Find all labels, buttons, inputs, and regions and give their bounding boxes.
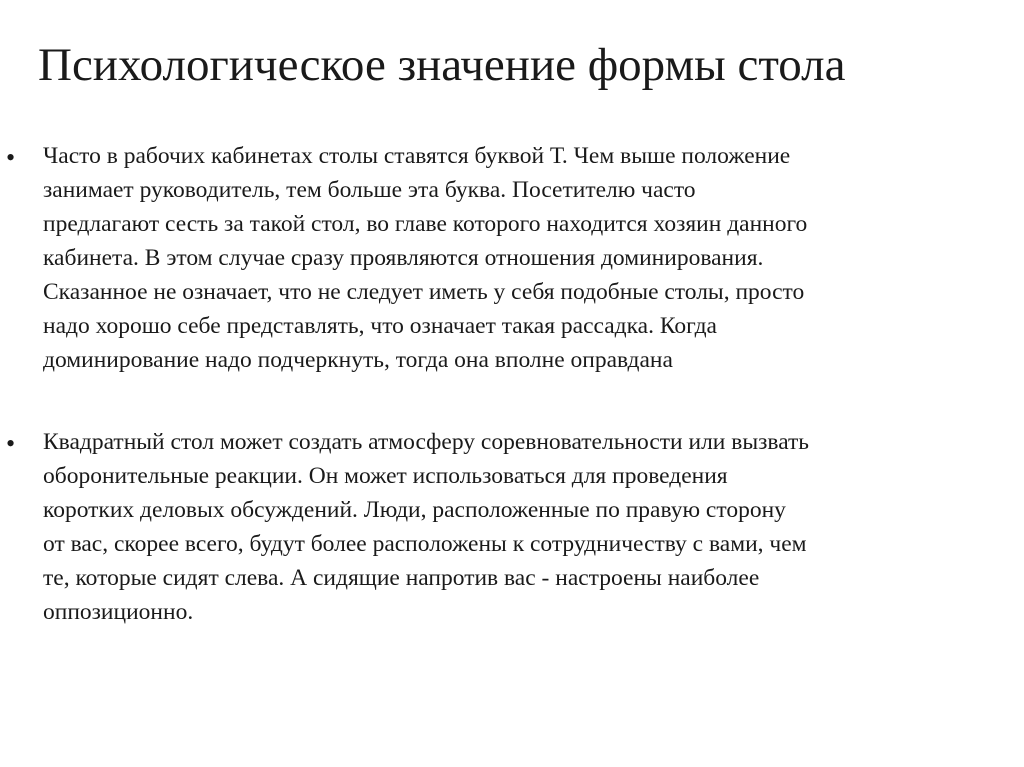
text-line: надо хорошо себе представлять, что означает такая рассадка. Когда <box>43 313 717 339</box>
text-line: Квадратный стол может создать атмосферу соревновательности или вызвать <box>43 429 810 455</box>
bullet-text-2 <box>43 425 988 629</box>
text-line: оппозиционно. <box>43 599 194 625</box>
bullet-icon: • <box>6 429 16 458</box>
text-line: те, которые сидят слева. А сидящие напротив вас - настроены наиболее <box>43 565 760 591</box>
text-line: оборонительные реакции. Он может использоваться для проведения <box>43 463 728 489</box>
text-line: предлагают сесть за такой стол, во главе которого находится хозяин данного <box>43 211 808 237</box>
text-line: кабинета. В этом случае сразу проявляются отношения доминирования. <box>43 245 764 271</box>
bullet-icon: • <box>6 143 16 172</box>
slide-title: Психологическое значение формы стола <box>38 39 846 91</box>
bullet-text-1 <box>43 139 988 377</box>
text-line: от вас, скорее всего, будут более расположены к сотрудничеству с вами, чем <box>43 531 807 557</box>
text-line: Сказанное не означает, что не следует иметь у себя подобные столы, просто <box>43 279 805 305</box>
text-line: коротких деловых обсуждений. Люди, расположенные по правую сторону <box>43 497 786 523</box>
text-line: доминирование надо подчеркнуть, тогда она вполне оправдана <box>43 347 673 373</box>
text-line: Часто в рабочих кабинетах столы ставятся буквой Т. Чем выше положение <box>43 143 791 169</box>
text-line: занимает руководитель, тем больше эта буква. Посетителю часто <box>43 177 696 203</box>
